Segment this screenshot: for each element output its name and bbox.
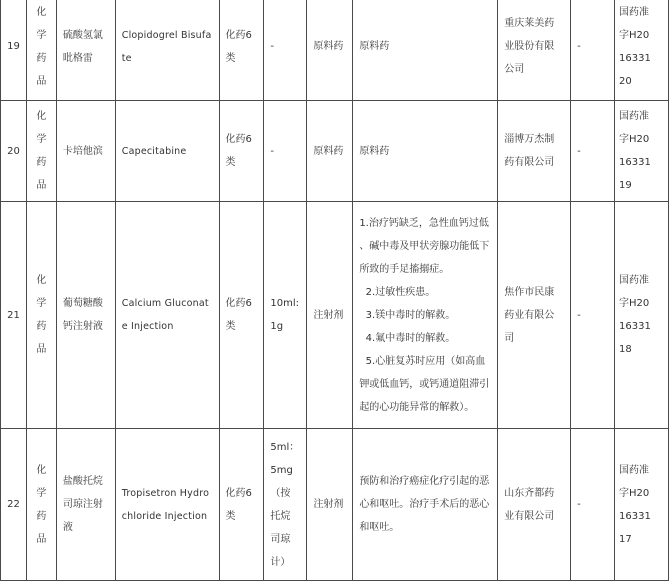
registration-class: 化药6类 — [219, 202, 264, 429]
indication: 原料药 — [353, 101, 498, 202]
approval-number: 国药准 字H20 16331 20 — [615, 0, 669, 101]
remark: - — [571, 101, 615, 202]
registration-class: 化药6类 — [219, 0, 264, 101]
company: 山东齐都药业有限公司 — [498, 429, 571, 581]
approval-number: 国药准 字H20 16331 18 — [615, 202, 669, 429]
remark: - — [571, 202, 615, 429]
company: 焦作市民康药业有限公司 — [498, 202, 571, 429]
drug-category: 化 学 药 品 — [26, 429, 56, 581]
specification: 10ml:1g — [264, 202, 307, 429]
specification: - — [264, 101, 307, 202]
dosage-form: 注射剂 — [307, 202, 353, 429]
chinese-name: 硫酸氢氯吡格雷 — [56, 0, 115, 101]
english-name: Capecitabine — [115, 101, 219, 202]
specification: - — [264, 0, 307, 101]
indication: 原料药 — [353, 0, 498, 101]
remark: - — [571, 429, 615, 581]
drug-category: 化 学 药 品 — [26, 101, 56, 202]
english-name: Tropisetron Hydrochloride Injection — [115, 429, 219, 581]
drug-category: 化 学 药 品 — [26, 202, 56, 429]
row-number: 22 — [1, 429, 27, 581]
english-name: Clopidogrel Bisufate — [115, 0, 219, 101]
table-row — [1, 101, 669, 202]
drug-category: 化 学 药 品 — [26, 0, 56, 101]
table-row — [1, 202, 669, 429]
approval-number: 国药准 字H20 16331 17 — [615, 429, 669, 581]
row-number: 19 — [1, 0, 27, 101]
chinese-name: 卡培他滨 — [56, 101, 115, 202]
row-number: 21 — [1, 202, 27, 429]
specification: 5ml： 5mg （按 托烷 司琼 计） — [264, 429, 307, 581]
dosage-form: 原料药 — [307, 0, 353, 101]
indication: 1.治疗钙缺乏，急性血钙过低 、碱中毒及甲状旁腺功能低下 所致的手足搐搦症。 2.过敏性疾患。 3.镁中毒时的解救。 4.氟中毒时的解救。 5.心脏复苏时应用（如高血 钾或低血钙，或钙通道阻滞引 起的心功能异常的解救）。 — [353, 202, 498, 429]
table-row — [1, 0, 669, 101]
indication: 预防和治疗癌症化疗引起的恶心和呕吐。治疗手术后的恶心和呕吐。 — [353, 429, 498, 581]
company: 淄博万杰制药有限公司 — [498, 101, 571, 202]
english-name: Calcium Gluconate Injection — [115, 202, 219, 429]
dosage-form: 注射剂 — [307, 429, 353, 581]
registration-class: 化药6类 — [219, 101, 264, 202]
chinese-name: 盐酸托烷司琼注射液 — [56, 429, 115, 581]
dosage-form: 原料药 — [307, 101, 353, 202]
approval-number: 国药准 字H20 16331 19 — [615, 101, 669, 202]
company: 重庆莱美药业股份有限公司 — [498, 0, 571, 101]
remark: - — [571, 0, 615, 101]
chinese-name: 葡萄糖酸钙注射液 — [56, 202, 115, 429]
registration-class: 化药6类 — [219, 429, 264, 581]
table-row — [1, 429, 669, 581]
row-number: 20 — [1, 101, 27, 202]
